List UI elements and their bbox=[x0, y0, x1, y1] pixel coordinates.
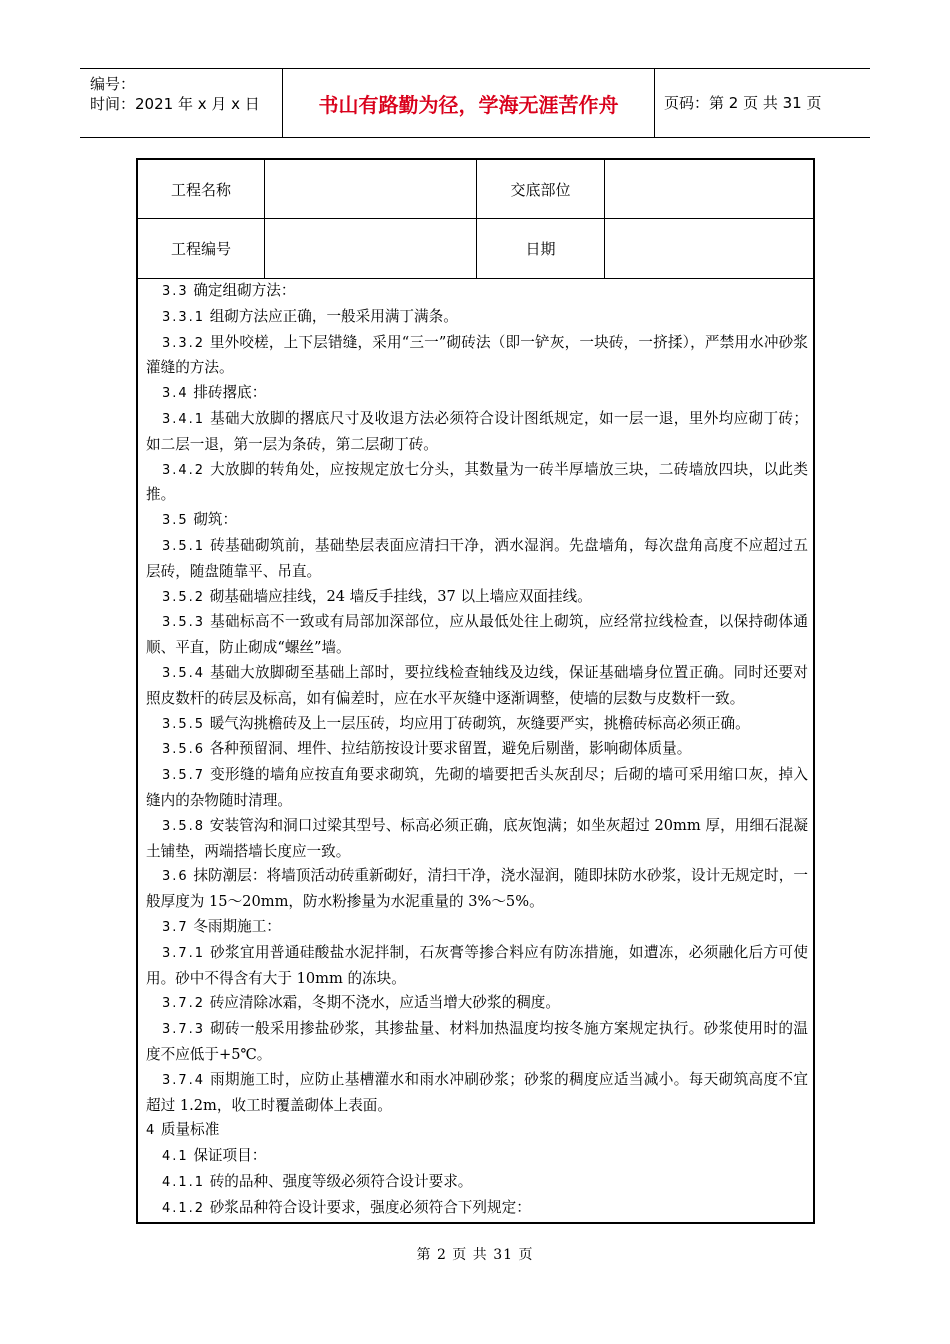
clause-paragraph bbox=[146, 508, 808, 534]
disclosure-part-value[interactable] bbox=[605, 160, 813, 218]
clause-text: 砌基础墙应挂线，24 墙反手挂线，37 以上墙应双面挂线。 bbox=[205, 587, 592, 605]
clause-paragraph bbox=[146, 585, 808, 611]
clause-paragraph bbox=[146, 534, 808, 585]
clause-text: 基础大放脚的撂底尺寸及收退方法必须符合设计图纸规定，如一层一退，里外均应砌丁砖；如二层一退，第一层为条砖，第二层砌丁砖。 bbox=[146, 409, 808, 453]
clause-text: 确定组砌方法： bbox=[188, 282, 296, 299]
clause-number: 4.1.1 bbox=[162, 1174, 206, 1190]
clause-number: 4.1 bbox=[162, 1149, 189, 1165]
clause-text: 安装管沟和洞口过梁其型号、标高必须正确，底灰饱满；如坐灰超过 20mm 厚，用细石混凝土铺垫，两端搭墙长度应一致。 bbox=[146, 816, 808, 860]
clause-number: 3.7.2 bbox=[162, 996, 206, 1012]
clause-text: 变形缝的墙角应按直角要求砌筑，先砌的墙要把舌头灰刮尽；后砌的墙可采用缩口灰，掉入缝内的杂物随时清理。 bbox=[146, 766, 808, 809]
clause-number: 3.5.5 bbox=[162, 716, 206, 732]
clause-number: 3.7.1 bbox=[162, 945, 206, 961]
clause-paragraph bbox=[146, 458, 808, 509]
disclosure-part-label: 交底部位 bbox=[477, 160, 605, 218]
clause-paragraph bbox=[146, 915, 808, 941]
clause-text: 抹防潮层：将墙顶活动砖重新砌好，清扫干净，浇水湿润，随即抹防水砂浆，设计无规定时，一般厚度为 15～20mm，防水粉掺量为水泥重量的 3%～5%。 bbox=[146, 867, 808, 911]
clause-number: 3.4 bbox=[162, 386, 189, 402]
clause-text: 基础大放脚砌至基础上部时，要拉线检查轴线及边线，保证基础墙身位置正确。同时还要对照皮数杆的砖层及标高，如有偏差时，应在水平灰缝中逐渐调整，使墙的层数与皮数杆一致。 bbox=[146, 663, 808, 707]
clause-paragraph bbox=[146, 941, 808, 992]
clause-paragraph bbox=[146, 279, 808, 305]
clause-number: 3.5.4 bbox=[162, 665, 206, 681]
clause-text: 各种预留洞、埋件、拉结筋按设计要求留置，避免后剔凿，影响砌体质量。 bbox=[205, 740, 692, 758]
clause-text: 砌砖一般采用掺盐砂浆，其掺盐量、材料加热温度均按冬施方案规定执行。砂浆使用时的温度不应低于+5℃。 bbox=[146, 1020, 808, 1063]
clause-number: 3.5.7 bbox=[162, 768, 206, 784]
clause-paragraph bbox=[146, 864, 808, 915]
header-meta bbox=[80, 69, 282, 137]
clause-paragraph bbox=[146, 331, 808, 382]
clause-paragraph bbox=[146, 763, 808, 814]
header-page-label: 页码：第 2 页 共 31 页 bbox=[664, 94, 822, 112]
clause-paragraph bbox=[146, 1144, 808, 1170]
header-motto: 书山有路勤为径，学海无涯苦作舟 bbox=[318, 92, 619, 117]
clause-text: 基础标高不一致或有局部加深部位，应从最低处往上砌筑，应经常拉线检查，以保持砌体通顺、平直，防止砌成“螺丝”墙。 bbox=[146, 613, 808, 657]
project-number-value[interactable] bbox=[265, 219, 477, 278]
clause-text: 砖应清除冰霜，冬期不浇水，应适当增大砂浆的稠度。 bbox=[205, 994, 560, 1012]
clause-number: 3.6 bbox=[162, 869, 189, 885]
disclosure-sheet bbox=[136, 158, 815, 1224]
clause-text: 雨期施工时，应防止基槽灌水和雨水冲刷砂浆；砂浆的稠度应适当减小。每天砌筑高度不宜超过 1.2m，收工时覆盖砌体上表面。 bbox=[146, 1070, 808, 1114]
disclosure-content bbox=[146, 279, 808, 1221]
clause-paragraph bbox=[146, 305, 808, 331]
clause-text: 砖基础砌筑前，基础垫层表面应清扫干净，洒水湿润。先盘墙角，每次盘角高度不应超过五层砖，随盘随靠平、吊直。 bbox=[146, 536, 808, 580]
time-label: 时间：2021 年 x 月 x 日 bbox=[90, 95, 260, 113]
clause-number: 3.5.8 bbox=[162, 818, 206, 834]
clause-paragraph bbox=[146, 610, 808, 661]
clause-paragraph bbox=[146, 814, 808, 865]
info-row-project-name bbox=[138, 160, 813, 219]
clause-text: 组砌方法应正确，一般采用满丁满条。 bbox=[205, 307, 458, 325]
clause-number: 3.7 bbox=[162, 919, 189, 935]
clause-text: 保证项目： bbox=[188, 1147, 267, 1165]
project-number-label: 工程编号 bbox=[138, 219, 265, 278]
serial-label: 编号： bbox=[90, 75, 136, 93]
clause-number: 3.7.3 bbox=[162, 1022, 206, 1038]
clause-paragraph bbox=[146, 1170, 808, 1196]
clause-paragraph bbox=[146, 991, 808, 1017]
clause-paragraph bbox=[146, 407, 808, 458]
clause-text: 暖气沟挑檐砖及上一层压砖，均应用丁砖砌筑，灰缝要严实，挑檐砖标高必须正确。 bbox=[205, 714, 750, 732]
clause-text: 质量标准 bbox=[156, 1121, 220, 1139]
clause-paragraph bbox=[146, 1196, 808, 1222]
page-header bbox=[80, 68, 870, 138]
header-divider bbox=[654, 69, 655, 137]
clause-number: 3.5 bbox=[162, 513, 189, 529]
clause-number: 3.3.1 bbox=[162, 309, 206, 325]
clause-number: 3.4.2 bbox=[162, 462, 206, 478]
project-name-value[interactable] bbox=[265, 160, 477, 218]
clause-paragraph bbox=[146, 381, 808, 407]
section-heading bbox=[146, 1118, 808, 1144]
clause-text: 里外咬槎，上下层错缝，采用“三一”砌砖法（即一铲灰，一块砖，一挤揉），严禁用水冲砂浆灌缝的方法。 bbox=[146, 333, 808, 377]
clause-paragraph bbox=[146, 737, 808, 763]
project-name-label: 工程名称 bbox=[138, 160, 265, 218]
date-value[interactable] bbox=[605, 219, 813, 278]
clause-text: 排砖撂底： bbox=[188, 384, 267, 402]
clause-number: 3.7.4 bbox=[162, 1072, 206, 1088]
clause-number: 3.5.6 bbox=[162, 742, 206, 758]
clause-number: 3.5.3 bbox=[162, 615, 206, 631]
clause-paragraph bbox=[146, 1017, 808, 1068]
clause-text: 大放脚的转角处，应按规定放七分头，其数量为一砖半厚墙放三块，二砖墙放四块，以此类推。 bbox=[146, 460, 808, 504]
clause-number: 3.4.1 bbox=[162, 411, 206, 427]
clause-text: 砌筑： bbox=[188, 511, 238, 529]
clause-text: 砂浆品种符合设计要求，强度必须符合下列规定： bbox=[205, 1198, 531, 1216]
page-footer: 第 2 页 共 31 页 bbox=[416, 1247, 534, 1263]
clause-text: 砖的品种、强度等级必须符合设计要求。 bbox=[205, 1172, 473, 1190]
clause-number: 3.5.2 bbox=[162, 589, 206, 605]
clause-number: 4 bbox=[146, 1123, 157, 1139]
clause-paragraph bbox=[146, 712, 808, 738]
clause-number: 3.3 bbox=[162, 284, 189, 299]
clause-paragraph bbox=[146, 661, 808, 712]
clause-text: 冬雨期施工： bbox=[188, 917, 281, 935]
clause-paragraph bbox=[146, 1068, 808, 1119]
clause-number: 4.1.2 bbox=[162, 1200, 206, 1216]
clause-number: 3.3.2 bbox=[162, 335, 206, 351]
info-row-project-number bbox=[138, 219, 813, 279]
clause-text: 砂浆宜用普通硅酸盐水泥拌制，石灰膏等掺合料应有防冻措施，如遭冻，必须融化后方可使用。砂中不得含有大于 10mm 的冻块。 bbox=[146, 943, 808, 987]
clause-number: 3.5.1 bbox=[162, 538, 206, 554]
date-label: 日期 bbox=[477, 219, 605, 278]
